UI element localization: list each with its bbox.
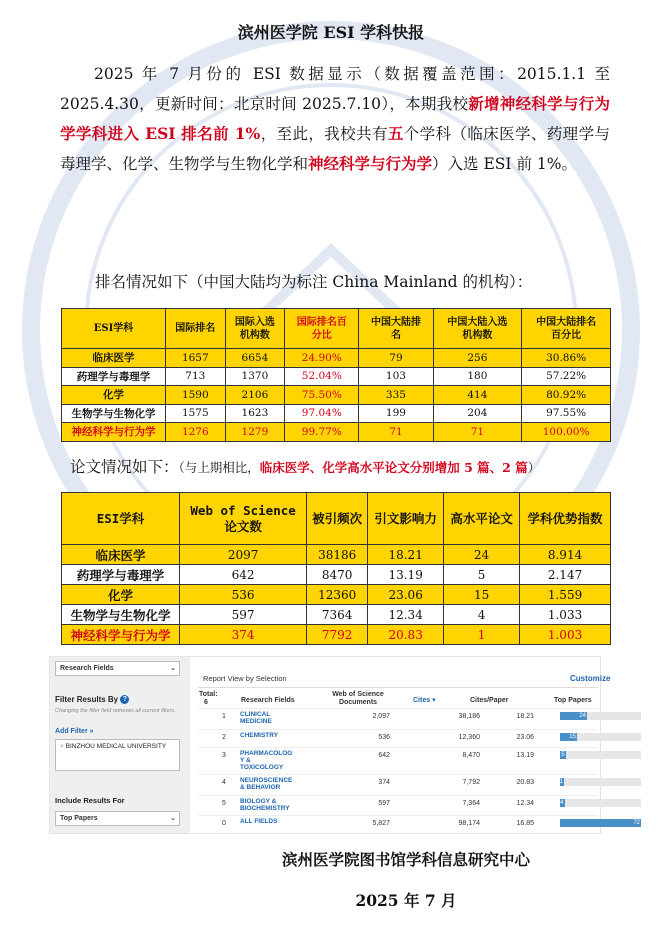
papers-table	[61, 492, 611, 645]
add-filter-link[interactable]: Add Filter »	[55, 728, 94, 735]
header-line: 中国大陆入选	[447, 316, 508, 328]
subject-cell: 药理学与毒理学	[62, 367, 166, 386]
value-cell: 97.55%	[522, 404, 611, 423]
value-cell: 18.21	[368, 545, 444, 565]
top-papers-value: 1	[559, 779, 563, 785]
value-cell: 2106	[225, 386, 285, 405]
table-row	[62, 565, 611, 585]
research-field-link[interactable]	[240, 750, 315, 771]
top-papers-value: 15	[569, 734, 576, 740]
table-row	[62, 585, 611, 605]
top-papers-value: 24	[579, 713, 586, 719]
value-cell: 1.003	[520, 625, 611, 645]
papers-intro-close: ）	[527, 460, 541, 475]
field-line: PHARMACOLOG	[240, 750, 293, 757]
value-cell: 256	[433, 349, 522, 368]
filter-hint: Changing the filter field removes all current filters.	[55, 708, 176, 714]
subject-cell: 生物学与生物化学	[62, 605, 180, 625]
research-fields-select[interactable]	[55, 661, 180, 676]
research-field-link[interactable]	[240, 732, 315, 739]
body-text: ）入选 ESI 前 1%。	[432, 155, 577, 173]
ranking-header-cell	[225, 309, 285, 349]
value-cell: 13.19	[368, 565, 444, 585]
value-cell: 4	[444, 605, 520, 625]
value-cell: 414	[433, 386, 522, 405]
body-text: ，至此，我校共有	[260, 125, 388, 143]
table-row	[62, 605, 611, 625]
filter-results-text: Filter Results By	[55, 695, 119, 704]
ranking-header-cell	[359, 309, 433, 349]
value-cell: 1.033	[520, 605, 611, 625]
field-line: ALL FIELDS	[240, 818, 278, 825]
table-row	[62, 367, 611, 386]
row-documents: 642	[378, 752, 390, 759]
highlight-text: 五	[387, 124, 404, 143]
subject-cell: 神经科学与行为学	[62, 423, 166, 442]
field-line: & BEHAVIOR	[240, 784, 281, 791]
value-cell: 180	[433, 367, 522, 386]
value-cell: 1590	[166, 386, 226, 405]
subject-cell: 药理学与毒理学	[62, 565, 180, 585]
field-line: CHEMISTRY	[240, 732, 279, 739]
table-row	[62, 423, 611, 442]
field-line: CLINICAL	[240, 711, 271, 718]
value-cell: 38186	[307, 545, 368, 565]
top-papers-bar	[560, 819, 641, 827]
total-label	[199, 691, 218, 707]
row-cites-per-paper: 12.34	[516, 800, 534, 807]
row-cites-per-paper: 16.85	[516, 820, 534, 827]
header-line: 国际排名	[175, 323, 216, 334]
value-cell: 713	[166, 367, 226, 386]
row-rank: 2	[222, 734, 226, 741]
value-cell: 8470	[307, 565, 368, 585]
research-field-link[interactable]	[240, 818, 315, 825]
field-line: MEDICINE	[240, 718, 272, 725]
ranking-header-cell	[62, 309, 166, 349]
value-cell: 1	[444, 625, 520, 645]
value-cell: 80.92%	[522, 386, 611, 405]
esi-screenshot	[49, 656, 640, 834]
row-documents: 536	[378, 734, 390, 741]
row-cites-per-paper: 20.83	[516, 779, 534, 786]
col-wos-documents[interactable]	[323, 691, 393, 707]
subject-cell: 临床医学	[62, 545, 180, 565]
row-documents: 374	[378, 779, 390, 786]
table-row	[62, 349, 611, 368]
customize-link[interactable]: Customize	[570, 674, 611, 683]
highlight-text: 神经科学与行为学	[308, 154, 433, 173]
header-line: Web of Science	[190, 502, 296, 518]
subject-cell: 临床医学	[62, 349, 166, 368]
top-papers-bar-fill	[560, 778, 564, 786]
value-cell: 12360	[307, 585, 368, 605]
header-line: 机构数	[239, 329, 270, 341]
chevron-down-icon: ⌄	[170, 665, 176, 672]
value-cell: 1657	[166, 349, 226, 368]
research-field-link[interactable]	[240, 798, 315, 812]
top-papers-bar	[560, 778, 641, 786]
top-papers-bar	[560, 712, 641, 720]
value-cell: 8.914	[520, 545, 611, 565]
header-line: 高水平论文	[450, 510, 513, 526]
value-cell: 1279	[225, 423, 285, 442]
field-line: TOXICOLOGY	[240, 764, 284, 771]
papers-intro-highlight: 临床医学、化学高水平论文分别增加 5 篇、2 篇	[259, 460, 528, 475]
filter-value: BINZHOU MEDICAL UNIVERSITY	[65, 743, 167, 750]
value-cell: 1623	[225, 404, 285, 423]
row-cites-per-paper: 23.06	[516, 734, 534, 741]
value-cell: 52.04%	[285, 367, 359, 386]
filter-sidebar	[50, 657, 190, 833]
row-cites: 8,470	[462, 752, 480, 759]
papers-intro-main: 论文情况如下：	[70, 458, 179, 476]
field-line: NEUROSCIENCE	[240, 777, 293, 784]
papers-intro	[70, 455, 540, 477]
filter-results-label	[55, 695, 129, 704]
value-cell: 1.559	[520, 585, 611, 605]
paragraph-runs	[60, 65, 610, 173]
document-title: 滨州医学院 ESI 学科快报	[237, 23, 425, 42]
research-fields-select-label: Research Fields	[60, 665, 114, 672]
col-wos-line1: Web of Science	[332, 691, 384, 698]
header-line: 被引频次	[312, 510, 363, 526]
row-documents: 5,827	[372, 820, 390, 827]
col-cites-per-paper[interactable]: Cites/Paper	[470, 697, 509, 704]
value-cell: 103	[359, 367, 433, 386]
header-line: 中国大陆排名	[536, 316, 597, 328]
value-cell: 5	[444, 565, 520, 585]
row-rank: 3	[222, 752, 226, 759]
top-papers-value: 5	[561, 752, 565, 758]
top-papers-bar-fill	[560, 712, 587, 720]
value-cell: 7364	[307, 605, 368, 625]
ranking-header-cell	[433, 309, 522, 349]
ranking-header-cell	[522, 309, 611, 349]
include-results-select-label: Top Papers	[60, 815, 98, 822]
papers-header-cell	[444, 493, 520, 545]
header-line: ESI学科	[93, 323, 134, 334]
row-cites: 12,360	[458, 734, 480, 741]
field-line: BIOCHEMISTRY	[240, 805, 290, 812]
row-rank: 4	[222, 779, 226, 786]
total-value: 6	[204, 699, 208, 706]
ranking-table	[61, 308, 611, 442]
ranking-header-cell	[166, 309, 226, 349]
table-row	[62, 386, 611, 405]
row-divider	[198, 815, 598, 816]
top-papers-bar	[560, 751, 641, 759]
value-cell: 24	[444, 545, 520, 565]
header-line: ESI学科	[96, 510, 145, 526]
value-cell: 12.34	[368, 605, 444, 625]
row-divider	[198, 729, 598, 730]
top-papers-bar-fill	[560, 733, 577, 741]
field-line: Y &	[240, 757, 251, 764]
value-cell: 204	[433, 404, 522, 423]
row-rank: 5	[222, 800, 226, 807]
report-title: Report View by Selection	[203, 674, 287, 683]
remove-filter-icon[interactable]: ×	[60, 743, 64, 750]
row-cites-per-paper: 18.21	[516, 713, 534, 720]
subject-cell: 化学	[62, 386, 166, 405]
research-field-link[interactable]	[240, 777, 315, 791]
top-papers-value: 4	[560, 800, 564, 806]
top-papers-bar-fill	[560, 751, 566, 759]
highlight-text: 新增神经科学与行为学学科进入 ESI 排名前 1%	[60, 94, 610, 143]
summary-paragraph	[60, 60, 610, 179]
papers-header-cell	[368, 493, 444, 545]
sort-desc-icon: ▾	[432, 697, 436, 704]
value-cell: 20.83	[368, 625, 444, 645]
field-line: BIOLOGY &	[240, 798, 277, 805]
value-cell: 99.77%	[285, 423, 359, 442]
ranking-intro: 排名情况如下（中国大陆均为标注 China Mainland 的机构）：	[95, 273, 533, 291]
papers-intro-open: （与上期相比，	[178, 460, 260, 475]
ranking-header-cell	[285, 309, 359, 349]
papers-header-cell	[62, 493, 180, 545]
row-documents: 2,097	[372, 713, 390, 720]
value-cell: 536	[180, 585, 307, 605]
value-cell: 57.22%	[522, 367, 611, 386]
value-cell: 71	[359, 423, 433, 442]
header-line: 学科优势指数	[527, 510, 603, 526]
row-rank: 1	[222, 713, 226, 720]
top-papers-bar-fill	[560, 799, 565, 807]
value-cell: 642	[180, 565, 307, 585]
col-cites-text: Cites	[413, 697, 431, 704]
row-rank: 0	[222, 820, 226, 827]
value-cell: 71	[433, 423, 522, 442]
value-cell: 335	[359, 386, 433, 405]
value-cell: 597	[180, 605, 307, 625]
row-cites: 98,174	[458, 820, 480, 827]
col-wos-line2: Documents	[338, 699, 378, 706]
col-top-papers[interactable]: Top Papers	[554, 697, 592, 704]
value-cell: 24.90%	[285, 349, 359, 368]
footer-organization: 滨州医学院图书馆学科信息研究中心	[281, 850, 530, 869]
table-row	[62, 625, 611, 645]
total-label-text: Total:	[199, 691, 218, 698]
row-cites-per-paper: 13.19	[516, 752, 534, 759]
row-divider	[198, 747, 598, 748]
top-papers-bar-fill	[560, 819, 641, 827]
header-line: 中国大陆排	[370, 316, 421, 328]
include-results-label: Include Results For	[55, 796, 125, 805]
header-line: 名	[390, 329, 401, 341]
table-row	[62, 404, 611, 423]
body-text: 个学科（临床医学、药理学与毒理学、化学、生物学与生物化学和	[60, 125, 610, 173]
top-papers-value: 72	[633, 820, 640, 826]
value-cell: 15	[444, 585, 520, 605]
row-documents: 597	[378, 800, 390, 807]
row-cites: 7,792	[462, 779, 480, 786]
value-cell: 2097	[180, 545, 307, 565]
value-cell: 23.06	[368, 585, 444, 605]
value-cell: 2.147	[520, 565, 611, 585]
body-text: 2025 年 7 月份的 ESI 数据显示（数据覆盖范围：2015.1.1 至 2025.4.30，更新时间：北京时间 2025.7.10），本期我校	[60, 65, 610, 113]
header-line: 机构数	[462, 329, 493, 341]
value-cell: 1575	[166, 404, 226, 423]
header-line: 国际入选	[234, 316, 275, 328]
value-cell: 6654	[225, 349, 285, 368]
header-line: 引文影响力	[374, 510, 437, 526]
active-filter	[55, 739, 180, 771]
table-row	[62, 545, 611, 565]
row-cites: 38,186	[458, 713, 480, 720]
value-cell: 374	[180, 625, 307, 645]
research-field-link[interactable]	[240, 711, 315, 725]
value-cell: 100.00%	[522, 423, 611, 442]
value-cell: 75.50%	[285, 386, 359, 405]
papers-header-cell	[307, 493, 368, 545]
row-cites: 7,364	[462, 800, 480, 807]
value-cell: 97.04%	[285, 404, 359, 423]
papers-header-cell	[180, 493, 307, 545]
subject-cell: 化学	[62, 585, 180, 605]
row-divider	[198, 795, 598, 796]
row-divider	[198, 774, 598, 775]
value-cell: 30.86%	[522, 349, 611, 368]
header-line: 论文数	[224, 518, 262, 534]
value-cell: 199	[359, 404, 433, 423]
header-line: 分比	[311, 329, 332, 341]
help-icon[interactable]: ?	[120, 695, 129, 704]
chevron-down-icon: ⌄	[170, 815, 176, 822]
row-divider	[198, 708, 598, 709]
include-results-select[interactable]	[55, 811, 180, 826]
value-cell: 79	[359, 349, 433, 368]
top-papers-bar	[560, 799, 641, 807]
header-line: 国际排名百	[296, 316, 347, 328]
subject-cell: 生物学与生物化学	[62, 404, 166, 423]
papers-header-cell	[520, 493, 611, 545]
value-cell: 7792	[307, 625, 368, 645]
header-line: 百分比	[551, 329, 582, 341]
divider	[198, 687, 598, 688]
top-papers-bar	[560, 733, 641, 741]
subject-cell: 神经科学与行为学	[62, 625, 180, 645]
value-cell: 1276	[166, 423, 226, 442]
col-research-fields[interactable]: Research Fields	[241, 697, 295, 704]
value-cell: 1370	[225, 367, 285, 386]
col-cites[interactable]	[413, 697, 436, 705]
footer-date: 2025 年 7 月	[355, 891, 457, 910]
